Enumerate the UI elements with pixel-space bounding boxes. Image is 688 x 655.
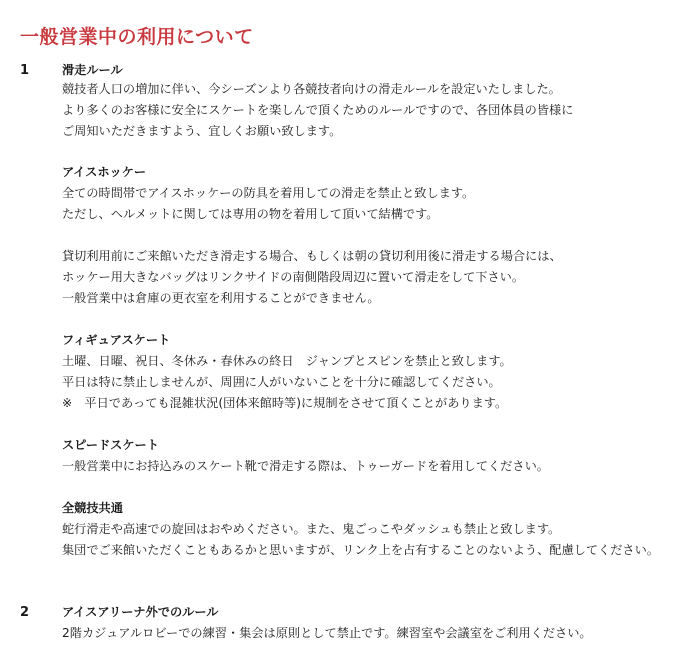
rule-line: 一般営業中にお持込みのスケート靴で滑走する際は、トゥーガードを着用してください。 xyxy=(62,459,549,473)
subsection-heading-speed-skating: スピードスケート xyxy=(62,438,159,452)
rule-line: 蛇行滑走や高速での旋回はおやめください。また、鬼ごっこやダッシュも禁止と致します。 xyxy=(62,522,561,536)
section-heading: 滑走ルール xyxy=(62,63,123,77)
subsection-heading-figure-skating: フィギュアスケート xyxy=(62,333,171,347)
rule-line: ただし、ヘルメットに関しては専用の物を着用して頂いて結構です。 xyxy=(62,207,439,221)
subsection-heading-all-sports: 全競技共通 xyxy=(62,501,123,515)
section-intro-line: 競技者人口の増加に伴い、今シーズンより各競技者向けの滑走ルールを設定いたしました。 xyxy=(62,82,561,96)
rule-line: 全ての時間帯でアイスホッケーの防具を着用しての滑走を禁止と致します。 xyxy=(62,186,475,200)
rule-line: 集団でご来館いただくこともあるかと思いますが、リンク上を占有することのないよう、配慮してください。 xyxy=(62,543,659,557)
rule-line: 土曜、日曜、祝日、冬休み・春休みの終日 ジャンプとスピンを禁止と致します。 xyxy=(62,354,512,368)
page-title: 一般営業中の利用について xyxy=(20,26,254,48)
section-intro-line: 2階カジュアルロビーでの練習・集会は原則として禁止です。練習室や会議室をご利用ください。 xyxy=(62,626,592,640)
rule-line: ※ 平日であっても混雑状況(団体来館時等)に規制をさせて頂くことがあります。 xyxy=(62,396,508,410)
section-intro-line: ご周知いただきますよう、宜しくお願い致します。 xyxy=(62,124,342,138)
rule-line: ホッケー用大きなバッグはリンクサイドの南側階段周辺に置いて滑走をして下さい。 xyxy=(62,270,525,284)
rule-line: 平日は特に禁止しませんが、周囲に人がいないことを十分に確認してください。 xyxy=(62,375,501,389)
subsection-heading-ice-hockey: アイスホッケー xyxy=(62,165,147,179)
section-number: 2 xyxy=(20,605,30,620)
section-intro-line: より多くのお客様に安全にスケートを楽しんで頂くためのルールですので、各団体員の皆様に xyxy=(62,103,574,117)
rule-line: 一般営業中は倉庫の更衣室を利用することができません。 xyxy=(62,291,380,305)
section-number: 1 xyxy=(20,63,30,78)
section-heading: アイスアリーナ外でのルール xyxy=(62,605,219,619)
rule-line: 貸切利用前にご来館いただき滑走する場合、もしくは朝の貸切利用後に滑走する場合には、 xyxy=(62,249,562,263)
